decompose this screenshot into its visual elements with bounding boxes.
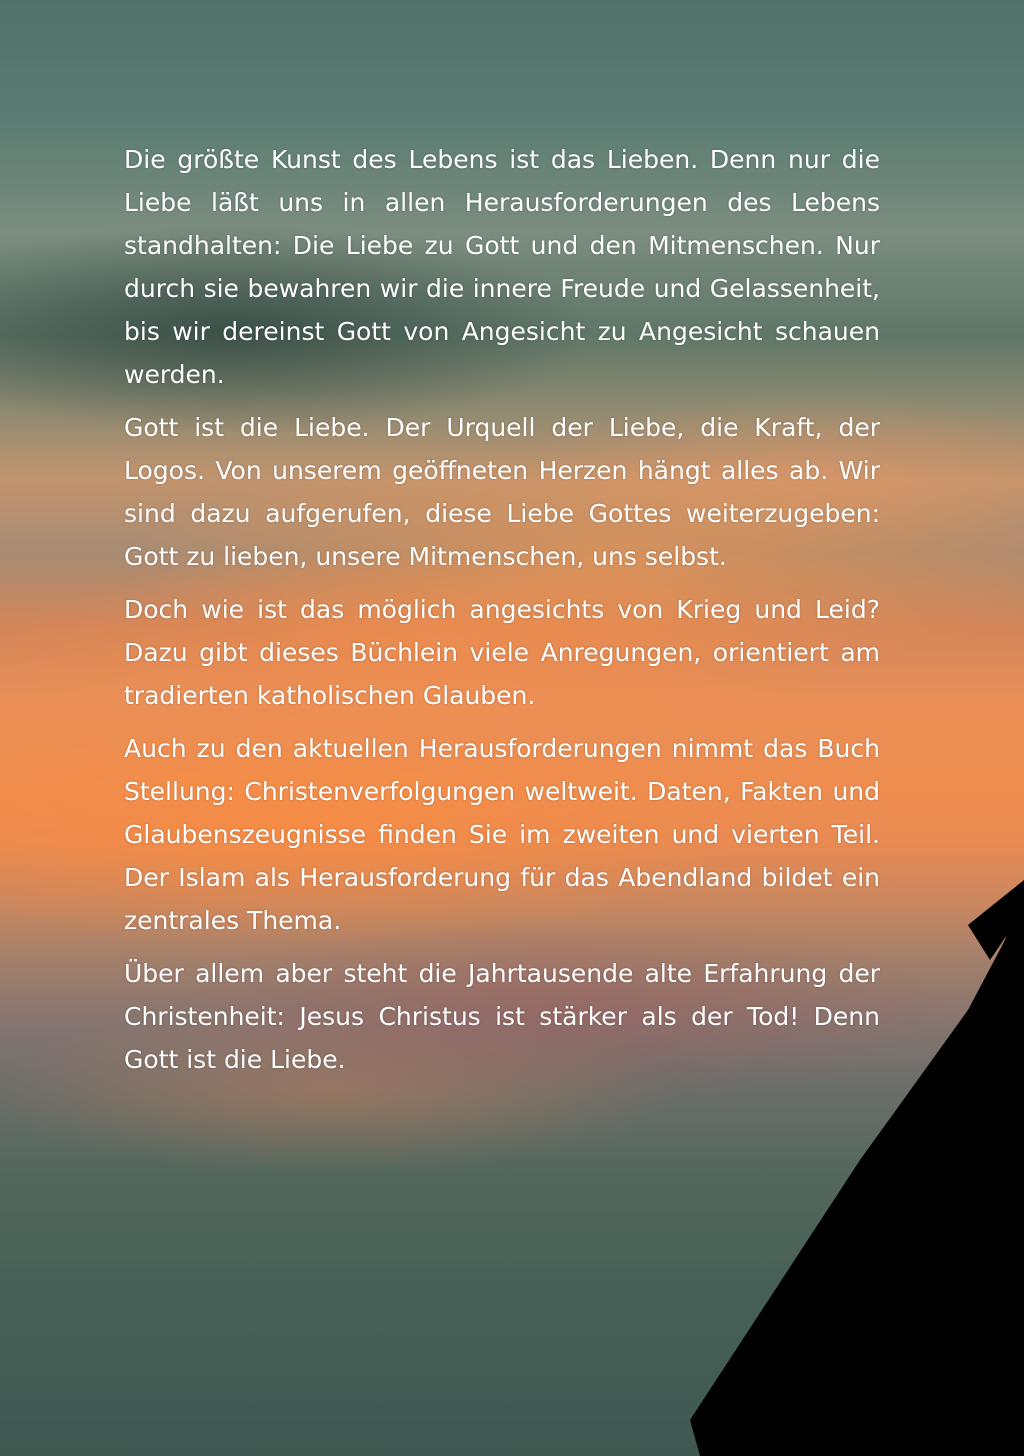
paragraph-4: Auch zu den aktuellen Herausforderungen nimmt das Buch Stellung: Christenverfolgungen weltweit. Daten, Fakten und Glaubenszeugnisse finden Sie im zweiten und vierten Teil. Der Islam als Herausforderung für das Abendland bildet ein zentrales Thema. <box>124 734 880 935</box>
paragraph-1: Die größte Kunst des Lebens ist das Lieben. Denn nur die Liebe läßt uns in allen Herausforderungen des Lebens standhalten: Die Liebe zu Gott und den Mitmenschen. Nur durch sie bewahren wir die innere Freude und Gelassenheit, bis wir dereinst Gott von Angesicht zu Angesicht schauen werden. <box>124 145 880 389</box>
paragraph-3: Doch wie ist das möglich angesichts von Krieg und Leid? Dazu gibt dieses Büchlein viele Anregungen, orientiert am tradierten katholischen Glauben. <box>124 595 880 710</box>
paragraph-2: Gott ist die Liebe. Der Urquell der Liebe, die Kraft, der Logos. Von unserem geöffneten Herzen hängt alles ab. Wir sind dazu aufgerufen, diese Liebe Gottes weiterzugeben: Gott zu lieben, unsere Mitmenschen, uns selbst. <box>124 413 880 571</box>
back-cover-text <box>124 138 880 1091</box>
paragraph-5: Über allem aber steht die Jahrtausende alte Erfahrung der Christenheit: Jesus Christus ist stärker als der Tod! Denn Gott ist die Liebe. <box>124 959 880 1074</box>
